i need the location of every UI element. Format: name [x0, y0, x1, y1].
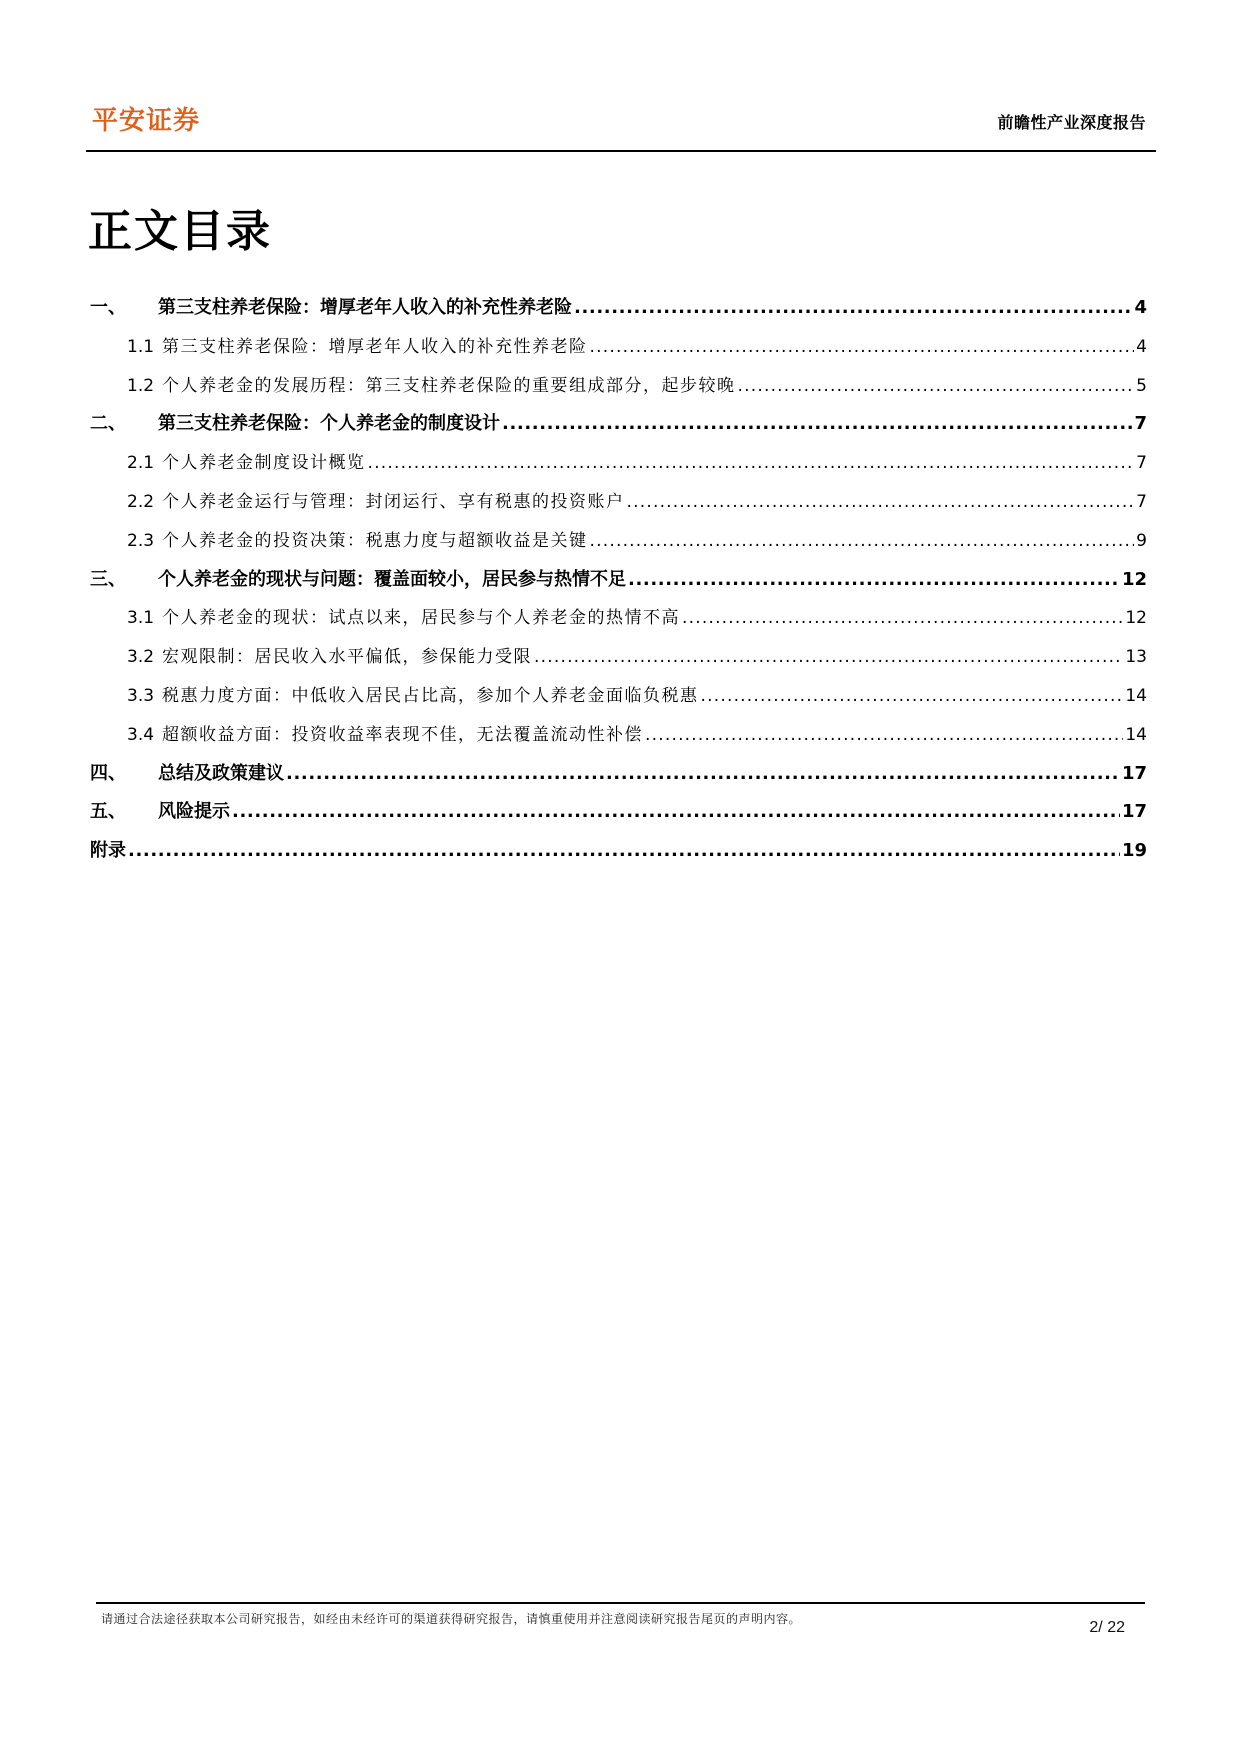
toc-dot-leader: [645, 722, 1123, 748]
toc-entry[interactable]: [90, 722, 1147, 761]
toc-entry-number: 五、: [90, 801, 126, 823]
toc-entry-page: 14: [1125, 724, 1147, 745]
toc-entry[interactable]: [90, 489, 1147, 528]
toc-entry[interactable]: [90, 567, 1147, 606]
toc-entry-label: 个人养老金的投资决策：税惠力度与超额收益是关键: [162, 530, 588, 551]
toc-dot-leader: [590, 528, 1135, 554]
toc-entry-label: 附录: [90, 840, 126, 862]
toc-entry-page: 13: [1125, 647, 1147, 668]
toc-entry-page: 12: [1125, 608, 1147, 629]
toc-entry[interactable]: [90, 683, 1147, 722]
toc-entry-page: 17: [1121, 801, 1147, 823]
toc-entry-page: 7: [1136, 453, 1147, 474]
toc-dot-leader: [590, 334, 1135, 360]
toc-entry-page: 12: [1121, 568, 1147, 590]
toc-dot-leader: [627, 489, 1135, 515]
report-type-label: 前瞻性产业深度报告: [997, 113, 1146, 132]
toc-entry-number: 2.3: [127, 530, 155, 551]
header-divider: [86, 150, 1156, 152]
toc-entry[interactable]: [90, 644, 1147, 683]
toc-entry-label: 风险提示: [158, 801, 230, 823]
table-of-contents: [90, 295, 1147, 877]
toc-entry-page: 7: [1134, 413, 1147, 435]
toc-dot-leader: [574, 295, 1132, 321]
toc-dot-leader: [738, 373, 1135, 399]
page-title: 正文目录: [88, 206, 272, 257]
toc-entry-label: 个人养老金制度设计概览: [162, 453, 366, 474]
toc-dot-leader: [232, 799, 1120, 825]
toc-dot-leader: [682, 605, 1123, 631]
toc-entry-number: 1.2: [127, 375, 155, 396]
toc-entry-number: 二、: [90, 413, 126, 435]
toc-entry[interactable]: [90, 373, 1147, 412]
toc-entry-number: 3.4: [127, 724, 155, 745]
toc-entry-label: 总结及政策建议: [158, 762, 284, 784]
toc-entry[interactable]: [90, 295, 1147, 334]
toc-entry-number: 3.3: [127, 685, 155, 706]
footer-divider: [96, 1602, 1145, 1604]
toc-entry-page: 14: [1125, 685, 1147, 706]
toc-entry-label: 个人养老金的现状：试点以来，居民参与个人养老金的热情不高: [162, 608, 681, 629]
toc-dot-leader: [286, 761, 1120, 787]
toc-entry-number: 1.1: [127, 336, 155, 357]
toc-entry[interactable]: [90, 411, 1147, 450]
toc-entry-number: 三、: [90, 568, 126, 590]
toc-entry-page: 7: [1136, 491, 1147, 512]
toc-entry[interactable]: [90, 605, 1147, 644]
toc-entry-label: 第三支柱养老保险：增厚老年人收入的补充性养老险: [158, 297, 572, 318]
toc-entry[interactable]: [90, 334, 1147, 373]
toc-entry[interactable]: [90, 761, 1147, 800]
toc-entry-page: 4: [1136, 336, 1147, 357]
toc-entry-number: 2.2: [127, 491, 155, 512]
toc-entry-number: 3.1: [127, 608, 155, 629]
toc-entry-number: 一、: [90, 297, 126, 318]
toc-entry-label: 个人养老金运行与管理：封闭运行、享有税惠的投资账户: [162, 491, 625, 512]
toc-entry[interactable]: [90, 799, 1147, 838]
page-indicator: 2/ 22: [1089, 1619, 1125, 1636]
toc-entry-page: 4: [1134, 297, 1147, 318]
toc-entry-label: 税惠力度方面：中低收入居民占比高，参加个人养老金面临负税惠: [162, 685, 699, 706]
toc-entry-label: 宏观限制：居民收入水平偏低，参保能力受限: [162, 647, 533, 668]
toc-entry-page: 5: [1136, 375, 1147, 396]
toc-entry-number: 四、: [90, 762, 126, 784]
footer-disclaimer: 请通过合法途径获取本公司研究报告，如经由未经许可的渠道获得研究报告，请慎重使用并注意阅读研究报告尾页的声明内容。: [101, 1612, 802, 1626]
toc-dot-leader: [701, 683, 1124, 709]
toc-dot-leader: [534, 644, 1123, 670]
toc-entry[interactable]: [90, 450, 1147, 489]
toc-entry-number: 2.1: [127, 453, 155, 474]
toc-entry-page: 19: [1121, 840, 1147, 862]
toc-entry-label: 超额收益方面：投资收益率表现不佳，无法覆盖流动性补偿: [162, 724, 644, 745]
toc-entry[interactable]: [90, 838, 1147, 877]
toc-entry-number: 3.2: [127, 647, 155, 668]
toc-entry-label: 第三支柱养老保险：个人养老金的制度设计: [158, 413, 500, 435]
toc-entry-page: 17: [1121, 762, 1147, 784]
toc-entry[interactable]: [90, 528, 1147, 567]
toc-entry-label: 个人养老金的现状与问题：覆盖面较小，居民参与热情不足: [158, 568, 626, 590]
toc-dot-leader: [502, 411, 1132, 437]
toc-entry-page: 9: [1136, 530, 1147, 551]
company-logo: 平安证券: [92, 106, 201, 136]
toc-entry-label: 个人养老金的发展历程：第三支柱养老保险的重要组成部分，起步较晚: [162, 375, 736, 396]
toc-dot-leader: [128, 838, 1120, 864]
toc-dot-leader: [628, 567, 1120, 593]
toc-dot-leader: [368, 450, 1135, 476]
toc-entry-label: 第三支柱养老保险：增厚老年人收入的补充性养老险: [162, 336, 588, 357]
